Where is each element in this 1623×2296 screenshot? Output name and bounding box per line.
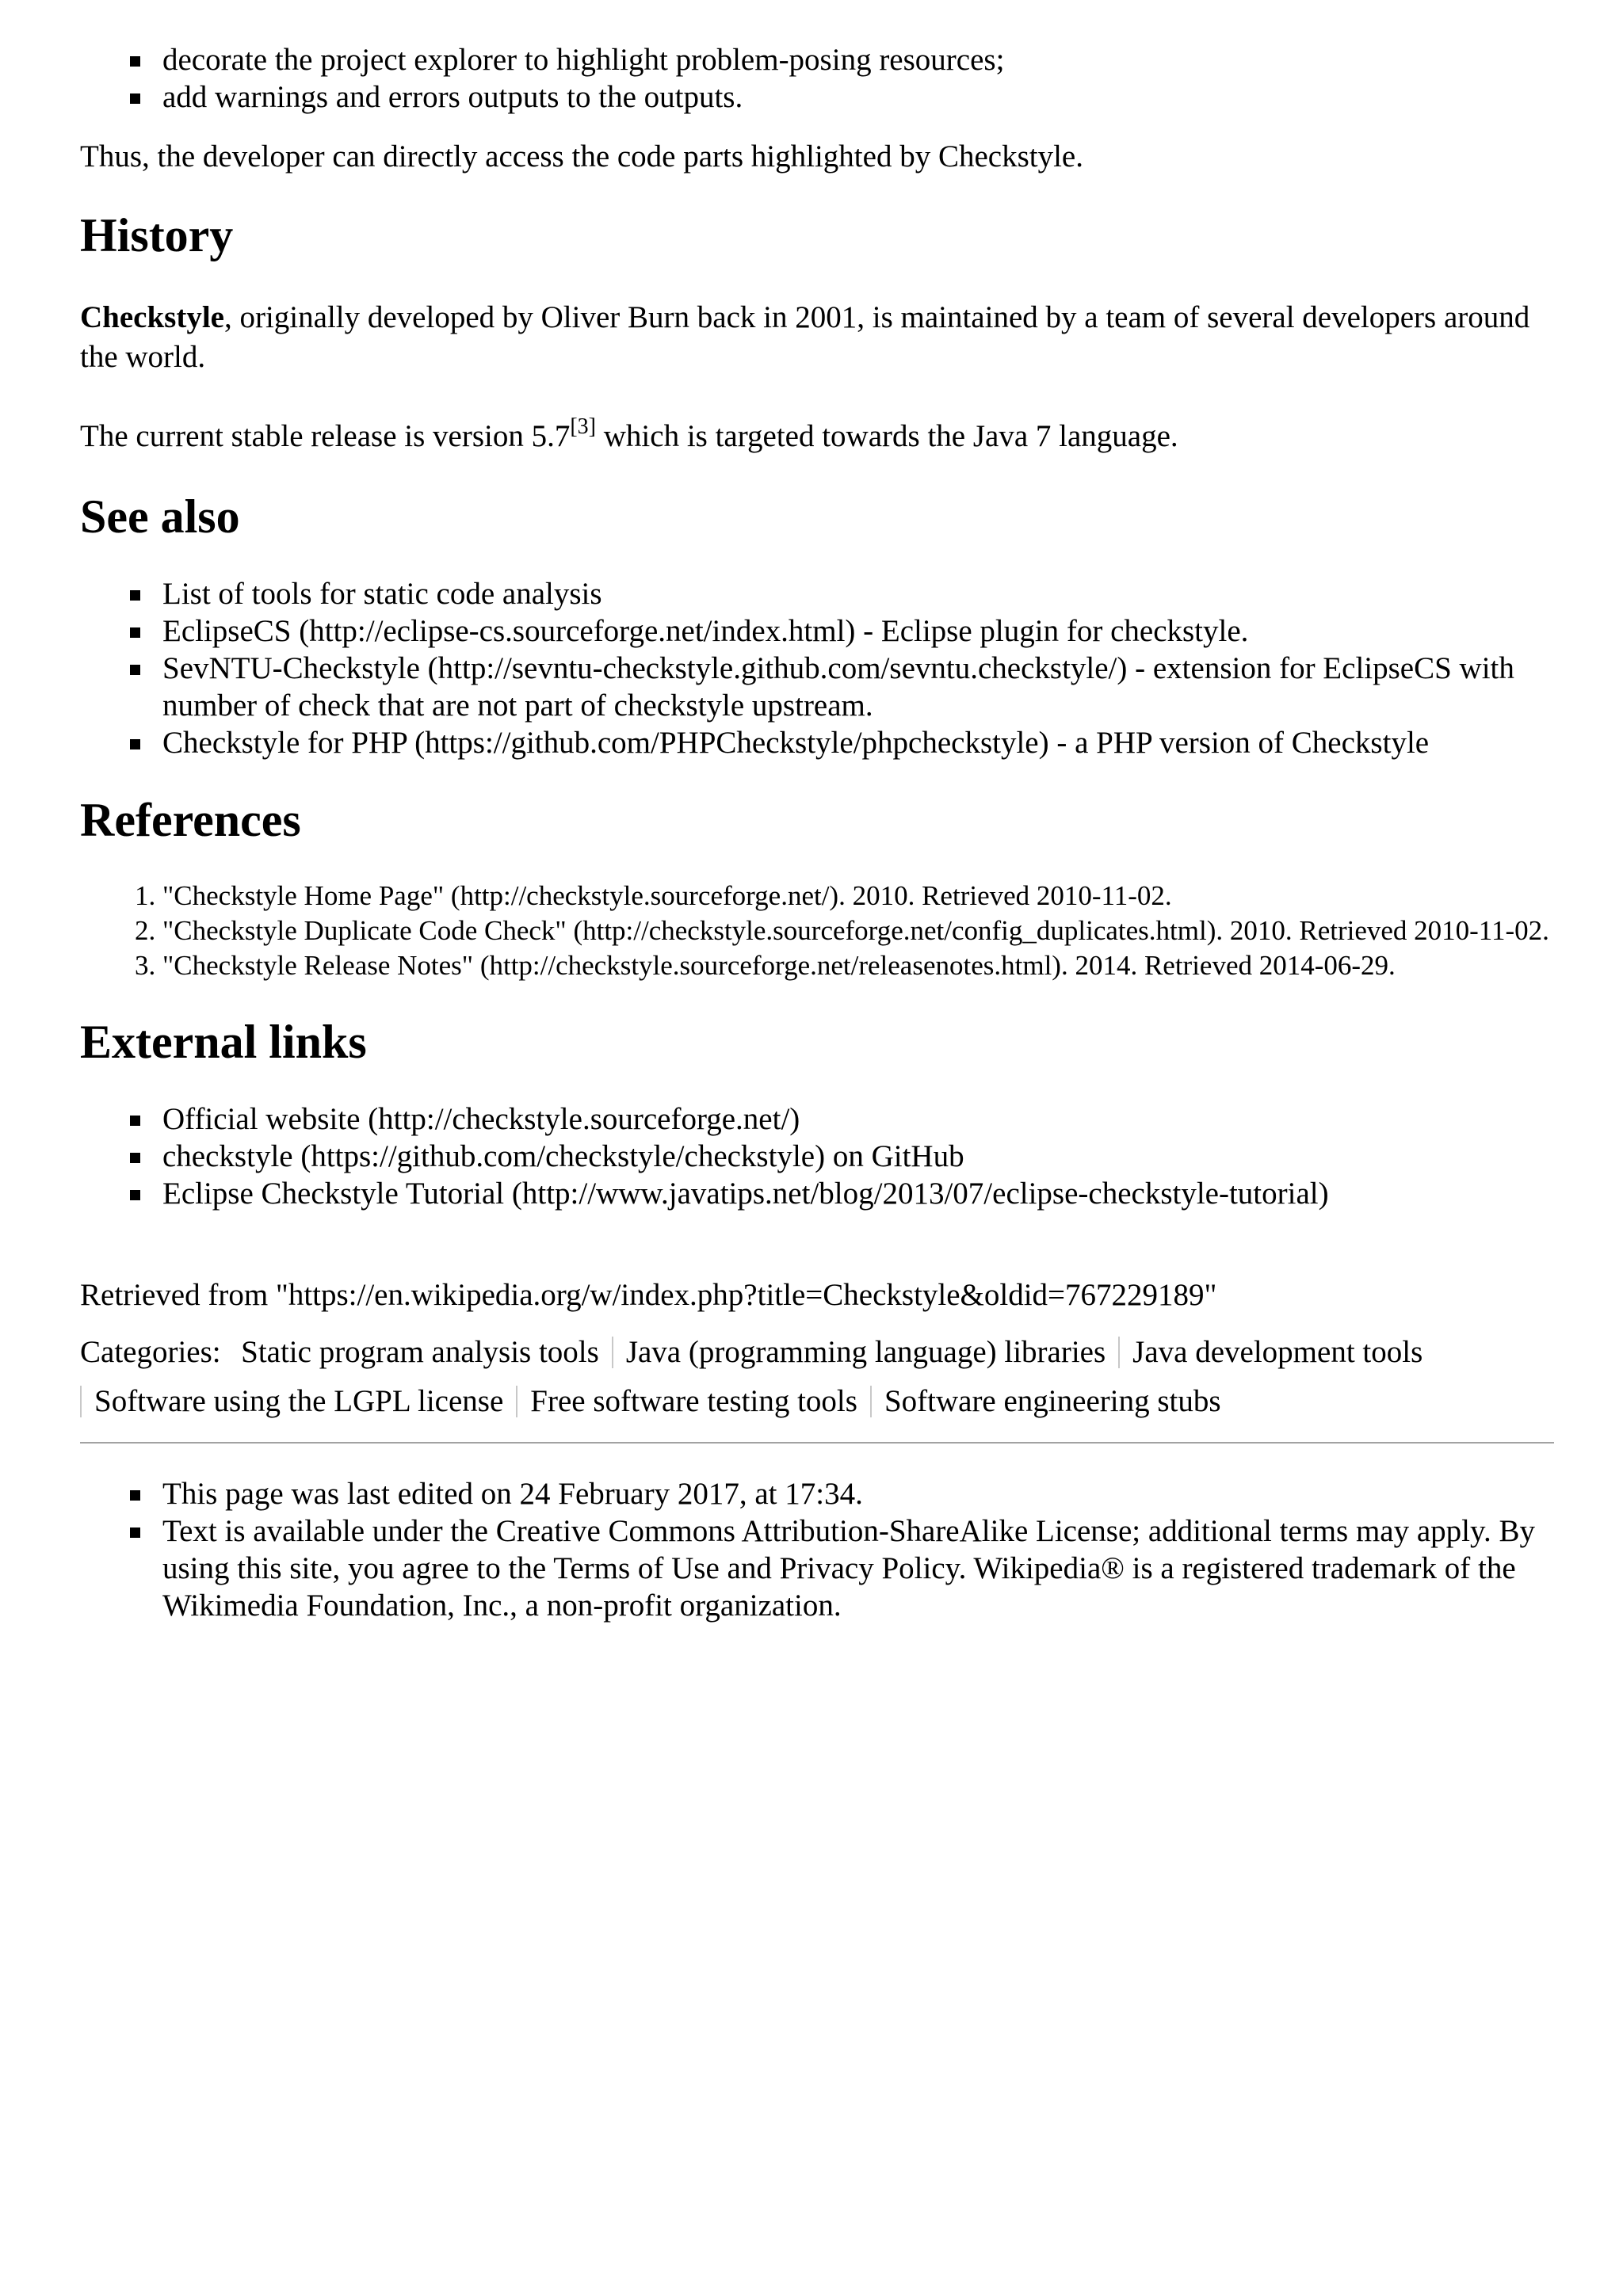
category-link[interactable]: Software engineering stubs xyxy=(884,1384,1221,1418)
retrieved-from: Retrieved from "https://en.wikipedia.org/w/index.php?title=Checkstyle&oldid=767229189" xyxy=(80,1278,1217,1312)
external-links-list xyxy=(80,1100,1554,1212)
footer-list xyxy=(80,1475,1554,1624)
category-separator xyxy=(80,1386,82,1417)
see-also-item[interactable]: SevNTU-Checkstyle (http://sevntu-checkstyle.github.com/sevntu.checkstyle/) - extension for EclipseCS with number of check that are not part of checkstyle upstream. xyxy=(162,650,1554,724)
category-separator xyxy=(870,1386,872,1417)
reference-item[interactable]: 1. "Checkstyle Home Page" (http://checkstyle.sourceforge.net/). 2010. Retrieved 2010-11-02. xyxy=(162,879,1554,913)
reference-link[interactable]: [3] xyxy=(570,414,597,439)
footer-license: Text is available under the Creative Commons Attribution-ShareAlike License; additional terms may apply. By using this site, you agree to the Terms of Use and Privacy Policy. Wikipedia® is a registered trademark of the Wikimedia Foundation, Inc., a non-profit organization. xyxy=(162,1512,1554,1624)
category-separator xyxy=(516,1386,517,1417)
reference-item[interactable]: 2. "Checkstyle Duplicate Code Check" (http://checkstyle.sourceforge.net/config_duplicates.html). 2010. Retrieved 2010-11-02. xyxy=(162,913,1554,948)
see-also-item[interactable]: Checkstyle for PHP (https://github.com/PHPCheckstyle/phpcheckstyle) - a PHP version of Checkstyle xyxy=(162,724,1554,761)
list-item: add warnings and errors outputs to the outputs. xyxy=(162,78,1554,116)
see-also-list xyxy=(80,575,1554,761)
references-heading: References xyxy=(80,794,301,846)
external-links-heading: External links xyxy=(80,1016,367,1068)
article-subject: Checkstyle xyxy=(80,300,224,334)
category-link[interactable]: Free software testing tools xyxy=(530,1384,857,1418)
external-link-item[interactable]: Official website (http://checkstyle.sourceforge.net/) xyxy=(162,1100,1554,1138)
category-link[interactable]: Software using the LGPL license xyxy=(94,1384,504,1418)
reference-item[interactable]: 3. "Checkstyle Release Notes" (http://checkstyle.sourceforge.net/releasenotes.html). 2014. Retrieved 2014-06-29. xyxy=(162,948,1554,983)
see-also-heading: See also xyxy=(80,490,240,543)
categories-box xyxy=(80,1328,1554,1426)
see-also-item[interactable]: EclipseCS (http://eclipse-cs.sourceforge.net/index.html) - Eclipse plugin for checkstyle. xyxy=(162,612,1554,650)
history-heading: History xyxy=(80,209,234,261)
categories-label: Categories: xyxy=(80,1335,221,1369)
category-link[interactable]: Java (programming language) libraries xyxy=(625,1335,1106,1369)
external-link-item[interactable]: checkstyle (https://github.com/checkstyle/checkstyle) on GitHub xyxy=(162,1138,1554,1175)
list-item: decorate the project explorer to highlight problem-posing resources; xyxy=(162,41,1554,78)
history-text: , originally developed by Oliver Burn back in 2001, is maintained by a team of several developers around the world. xyxy=(80,300,1530,374)
history-paragraph-2 xyxy=(80,414,1554,456)
history-text: which is targeted towards the Java 7 language. xyxy=(596,419,1178,453)
intro-paragraph: Thus, the developer can directly access the code parts highlighted by Checkstyle. xyxy=(80,139,1083,174)
category-separator xyxy=(612,1337,613,1368)
category-separator xyxy=(1118,1337,1120,1368)
external-link-item[interactable]: Eclipse Checkstyle Tutorial (http://www.javatips.net/blog/2013/07/eclipse-checkstyle-tutorial) xyxy=(162,1175,1554,1212)
intro-bullet-list xyxy=(80,41,1554,116)
category-link[interactable]: Java development tools xyxy=(1132,1335,1423,1369)
history-paragraph-1 xyxy=(80,298,1554,377)
history-text: The current stable release is version 5.7 xyxy=(80,419,571,453)
category-link[interactable]: Static program analysis tools xyxy=(241,1335,599,1369)
footer-last-edited: This page was last edited on 24 February 2017, at 17:34. xyxy=(162,1475,1554,1512)
article-page xyxy=(80,0,1554,1624)
see-also-item[interactable]: List of tools for static code analysis xyxy=(162,575,1554,612)
references-list xyxy=(80,879,1554,983)
footer-divider xyxy=(80,1442,1554,1444)
